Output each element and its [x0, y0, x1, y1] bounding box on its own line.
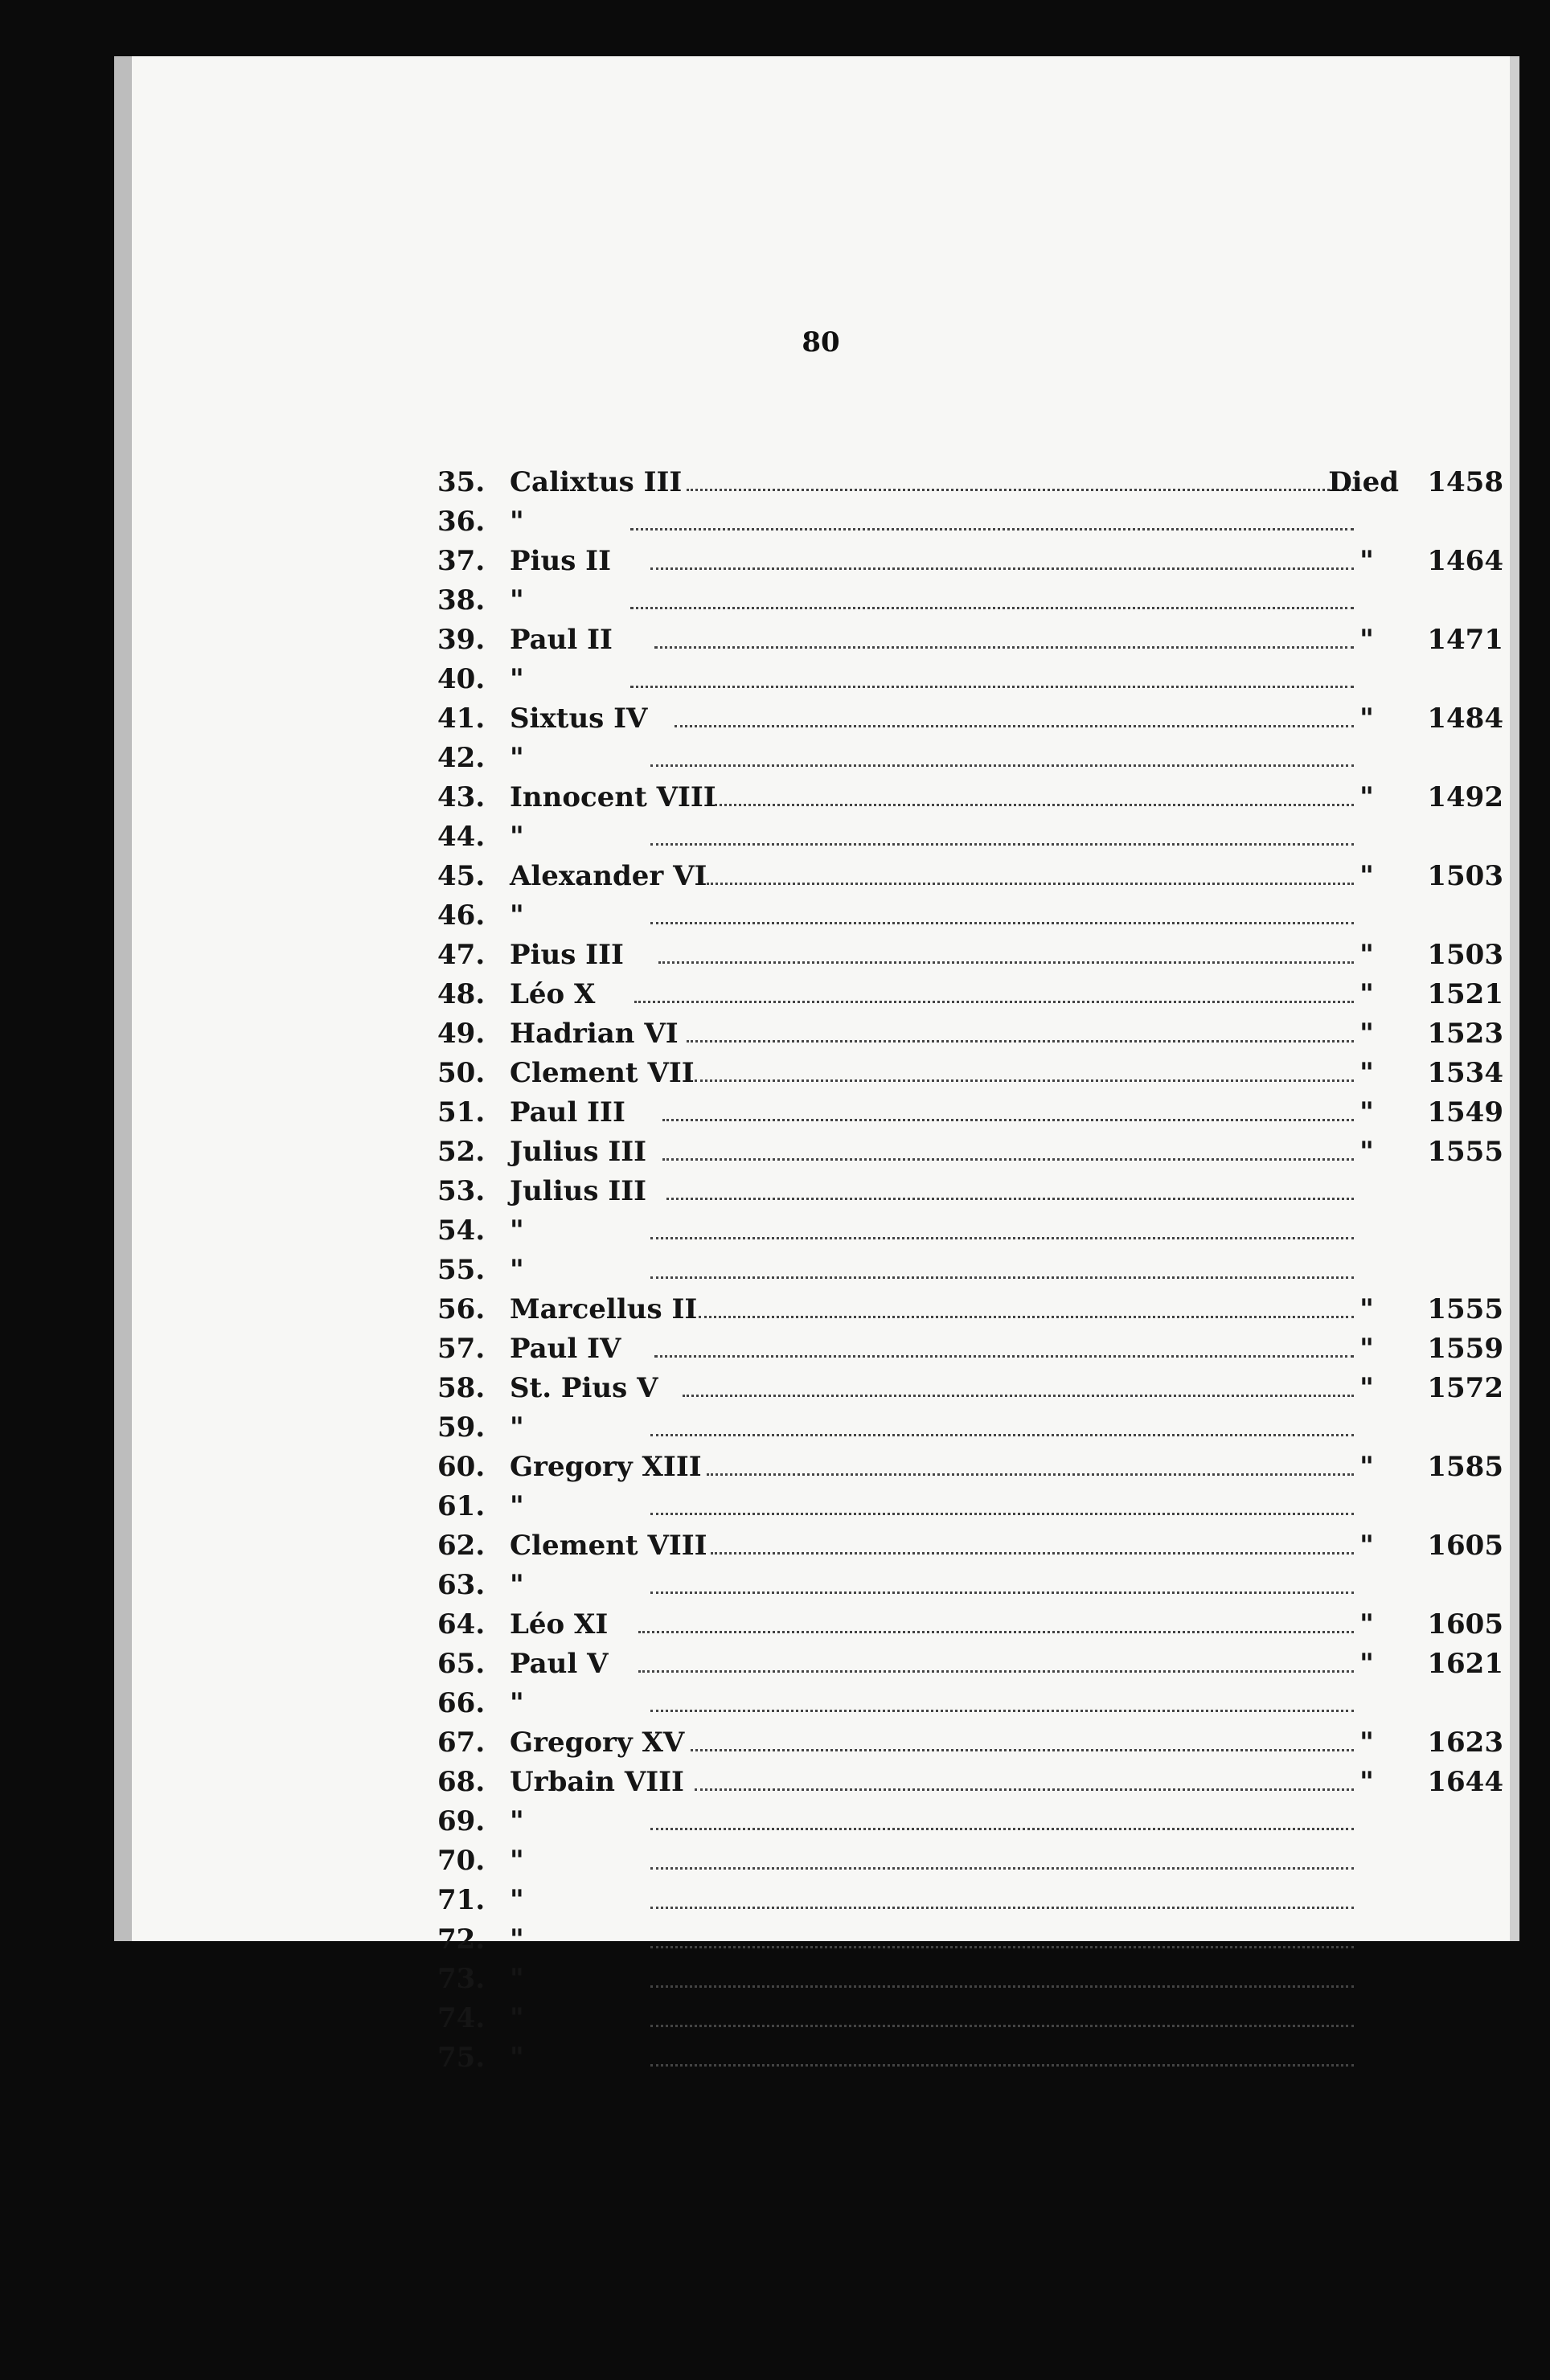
list-item [437, 2042, 1503, 2082]
entry-name: Paul IV [510, 1333, 621, 1365]
entry-number: 63. [437, 1569, 486, 1601]
list-item [437, 1293, 1503, 1333]
leader-dots [630, 604, 1354, 609]
entry-number: 50. [437, 1057, 486, 1089]
list-item [437, 1136, 1503, 1176]
ditto-mark: " [1359, 1096, 1374, 1129]
entry-number: 35. [437, 466, 486, 498]
ditto-mark: " [1359, 1333, 1374, 1365]
entry-year: 1484 [1427, 703, 1503, 735]
list-item [437, 899, 1503, 940]
entry-name: Gregory XV [510, 1727, 685, 1759]
leader-dots [650, 1825, 1354, 1830]
leader-dots [695, 1076, 1354, 1082]
list-item [437, 1963, 1503, 2003]
entry-number: 42. [437, 742, 486, 774]
entry-name: Pius II [510, 545, 611, 577]
entry-number: 47. [437, 939, 486, 971]
leader-dots [650, 1943, 1354, 1948]
leader-dots [675, 722, 1354, 727]
leader-dots [630, 682, 1354, 688]
leader-dots [687, 1037, 1354, 1043]
entry-name: " [510, 1569, 524, 1601]
leader-dots [707, 1470, 1354, 1476]
list-item [437, 2002, 1503, 2042]
list-item [437, 1372, 1503, 1412]
entry-year: 1555 [1427, 1293, 1503, 1325]
entry-name: " [510, 1411, 524, 1444]
entry-name: " [510, 1490, 524, 1522]
ditto-mark: " [1359, 1018, 1374, 1050]
entry-year: 1605 [1427, 1530, 1503, 1562]
list-item [437, 1845, 1503, 1885]
leader-dots [715, 801, 1354, 806]
entry-year: 1623 [1427, 1727, 1503, 1759]
list-item [437, 860, 1503, 900]
entry-name: Julius III [510, 1175, 647, 1207]
list-item [437, 1254, 1503, 1294]
list-item [437, 742, 1503, 782]
list-item [437, 1175, 1503, 1215]
entry-name: Paul V [510, 1648, 609, 1680]
entry-name: " [510, 2042, 524, 2074]
entry-year: 1521 [1427, 978, 1503, 1010]
entry-year: 1585 [1427, 1451, 1503, 1483]
list-item [437, 1530, 1503, 1570]
ditto-mark: " [1359, 545, 1374, 577]
ditto-mark: " [1359, 781, 1374, 813]
entry-name: Pius III [510, 939, 624, 971]
entry-name: " [510, 1254, 524, 1286]
list-item [437, 1648, 1503, 1688]
entry-number: 54. [437, 1215, 486, 1247]
entry-name: Gregory XIII [510, 1451, 702, 1483]
entry-name: " [510, 899, 524, 932]
entry-name: Paul III [510, 1096, 625, 1129]
leader-dots [638, 1667, 1354, 1673]
leader-dots [650, 1982, 1354, 1988]
entry-number: 74. [437, 2002, 486, 2034]
list-item [437, 1608, 1503, 1649]
list-item [437, 1923, 1503, 1964]
ditto-mark: " [1359, 1372, 1374, 1404]
leader-dots [695, 1785, 1354, 1791]
entry-name: " [510, 1845, 524, 1877]
list-item [437, 1411, 1503, 1452]
entry-number: 61. [437, 1490, 486, 1522]
entry-number: 57. [437, 1333, 486, 1365]
entry-year: 1534 [1427, 1057, 1503, 1089]
entry-number: 40. [437, 663, 486, 695]
entry-number: 71. [437, 1884, 486, 1916]
leader-dots [650, 2061, 1354, 2067]
leader-dots [650, 1234, 1354, 1239]
entry-name: Paul II [510, 624, 613, 656]
entry-name: Alexander VI [510, 860, 707, 892]
entry-number: 45. [437, 860, 486, 892]
entry-name: " [510, 1884, 524, 1916]
leader-dots [699, 1313, 1354, 1318]
ditto-mark: " [1359, 939, 1374, 971]
entry-name: " [510, 821, 524, 853]
entry-number: 38. [437, 584, 486, 617]
died-label: Died [1328, 466, 1399, 498]
list-item [437, 1451, 1503, 1491]
entry-name: " [510, 1923, 524, 1956]
entry-number: 53. [437, 1175, 486, 1207]
entry-number: 69. [437, 1805, 486, 1837]
leader-dots [650, 761, 1354, 767]
entry-year: 1464 [1427, 545, 1503, 577]
ditto-mark: " [1359, 978, 1374, 1010]
list-item [437, 1333, 1503, 1373]
ditto-mark: " [1359, 1766, 1374, 1798]
ditto-mark: " [1359, 1608, 1374, 1641]
entry-year: 1644 [1427, 1766, 1503, 1798]
entry-number: 56. [437, 1293, 486, 1325]
entry-name: " [510, 1687, 524, 1719]
entry-year: 1458 [1427, 466, 1503, 498]
leader-dots [707, 879, 1354, 885]
leader-dots [654, 643, 1354, 649]
entry-name: " [510, 1805, 524, 1837]
ditto-mark: " [1359, 1648, 1374, 1680]
entry-number: 37. [437, 545, 486, 577]
list-item [437, 624, 1503, 664]
ditto-mark: " [1359, 1293, 1374, 1325]
ditto-mark: " [1359, 860, 1374, 892]
entry-name: Marcellus II [510, 1293, 698, 1325]
entry-year: 1492 [1427, 781, 1503, 813]
leader-dots [650, 1864, 1354, 1870]
list-item [437, 1057, 1503, 1097]
entry-name: Sixtus IV [510, 703, 648, 735]
entry-number: 58. [437, 1372, 486, 1404]
entry-number: 43. [437, 781, 486, 813]
list-item [437, 978, 1503, 1018]
page-number: 80 [802, 326, 840, 358]
list-item [437, 703, 1503, 743]
leader-dots [666, 1194, 1354, 1200]
entry-number: 75. [437, 2042, 486, 2074]
leader-dots [630, 525, 1354, 530]
entry-year: 1605 [1427, 1608, 1503, 1641]
entry-number: 62. [437, 1530, 486, 1562]
leader-dots [662, 1116, 1354, 1121]
entry-number: 60. [437, 1451, 486, 1483]
entry-year: 1572 [1427, 1372, 1503, 1404]
ditto-mark: " [1359, 624, 1374, 656]
entry-number: 67. [437, 1727, 486, 1759]
leader-dots [650, 2022, 1354, 2027]
entry-name: " [510, 506, 524, 538]
list-item [437, 584, 1503, 625]
list-item [437, 663, 1503, 703]
leader-dots [650, 564, 1354, 570]
list-item [437, 1018, 1503, 1058]
leader-dots [658, 958, 1354, 964]
entry-number: 64. [437, 1608, 486, 1641]
entry-number: 65. [437, 1648, 486, 1680]
leader-dots [650, 1273, 1354, 1279]
leader-dots [650, 1903, 1354, 1909]
list-item [437, 1805, 1503, 1845]
entry-number: 70. [437, 1845, 486, 1877]
entry-year: 1503 [1427, 860, 1503, 892]
entry-name: " [510, 1963, 524, 1995]
entry-year: 1555 [1427, 1136, 1503, 1168]
ditto-mark: " [1359, 1451, 1374, 1483]
leader-dots [634, 997, 1354, 1003]
entry-year: 1471 [1427, 624, 1503, 656]
entry-number: 51. [437, 1096, 486, 1129]
leader-dots [662, 1155, 1354, 1161]
list-item [437, 1096, 1503, 1137]
entry-number: 52. [437, 1136, 486, 1168]
entry-number: 66. [437, 1687, 486, 1719]
entry-name: " [510, 1215, 524, 1247]
ditto-mark: " [1359, 1530, 1374, 1562]
entry-name: Julius III [510, 1136, 647, 1168]
entry-number: 44. [437, 821, 486, 853]
entry-number: 72. [437, 1923, 486, 1956]
entry-year: 1621 [1427, 1648, 1503, 1680]
list-item [437, 1727, 1503, 1767]
list-item [437, 1884, 1503, 1924]
ditto-mark: " [1359, 703, 1374, 735]
leader-dots [650, 919, 1354, 924]
entry-name: " [510, 663, 524, 695]
leader-dots [650, 1431, 1354, 1436]
entry-name: St. Pius V [510, 1372, 658, 1404]
entry-number: 68. [437, 1766, 486, 1798]
leader-dots [683, 1391, 1354, 1397]
leader-dots [650, 1588, 1354, 1594]
leader-dots [638, 1628, 1354, 1633]
list-item [437, 466, 1503, 506]
leader-dots [650, 1706, 1354, 1712]
leader-dots [654, 1352, 1354, 1358]
ditto-mark: " [1359, 1136, 1374, 1168]
list-item [437, 545, 1503, 585]
leader-dots [691, 1746, 1354, 1751]
entry-year: 1549 [1427, 1096, 1503, 1129]
entry-name: Urbain VIII [510, 1766, 684, 1798]
entry-name: Clement VIII [510, 1530, 707, 1562]
entry-name: " [510, 742, 524, 774]
leader-dots [650, 1510, 1354, 1515]
entry-number: 73. [437, 1963, 486, 1995]
entry-number: 36. [437, 506, 486, 538]
list-item [437, 1766, 1503, 1806]
list-item [437, 781, 1503, 821]
entry-number: 49. [437, 1018, 486, 1050]
entry-name: Calixtus III [510, 466, 683, 498]
entry-name: Innocent VIII [510, 781, 716, 813]
entry-name: Léo X [510, 978, 596, 1010]
entry-number: 41. [437, 703, 486, 735]
entry-name: " [510, 584, 524, 617]
entry-number: 55. [437, 1254, 486, 1286]
entry-number: 59. [437, 1411, 486, 1444]
entry-year: 1559 [1427, 1333, 1503, 1365]
entry-name: Hadrian VI [510, 1018, 679, 1050]
entry-name: " [510, 2002, 524, 2034]
entry-name: Léo XI [510, 1608, 609, 1641]
leader-dots [711, 1549, 1354, 1555]
list-item [437, 1569, 1503, 1609]
list-item [437, 506, 1503, 546]
entry-number: 39. [437, 624, 486, 656]
entry-number: 48. [437, 978, 486, 1010]
leader-dots [687, 485, 1354, 491]
entry-year: 1503 [1427, 939, 1503, 971]
document-page [114, 56, 1519, 2074]
list-item [437, 1215, 1503, 1255]
list-item [437, 939, 1503, 979]
list-item [437, 1687, 1503, 1727]
entry-number: 46. [437, 899, 486, 932]
leader-dots [650, 840, 1354, 846]
ditto-mark: " [1359, 1057, 1374, 1089]
list-item [437, 1490, 1503, 1530]
entry-name: Clement VII [510, 1057, 695, 1089]
entry-year: 1523 [1427, 1018, 1503, 1050]
list-item [437, 821, 1503, 861]
ditto-mark: " [1359, 1727, 1374, 1759]
